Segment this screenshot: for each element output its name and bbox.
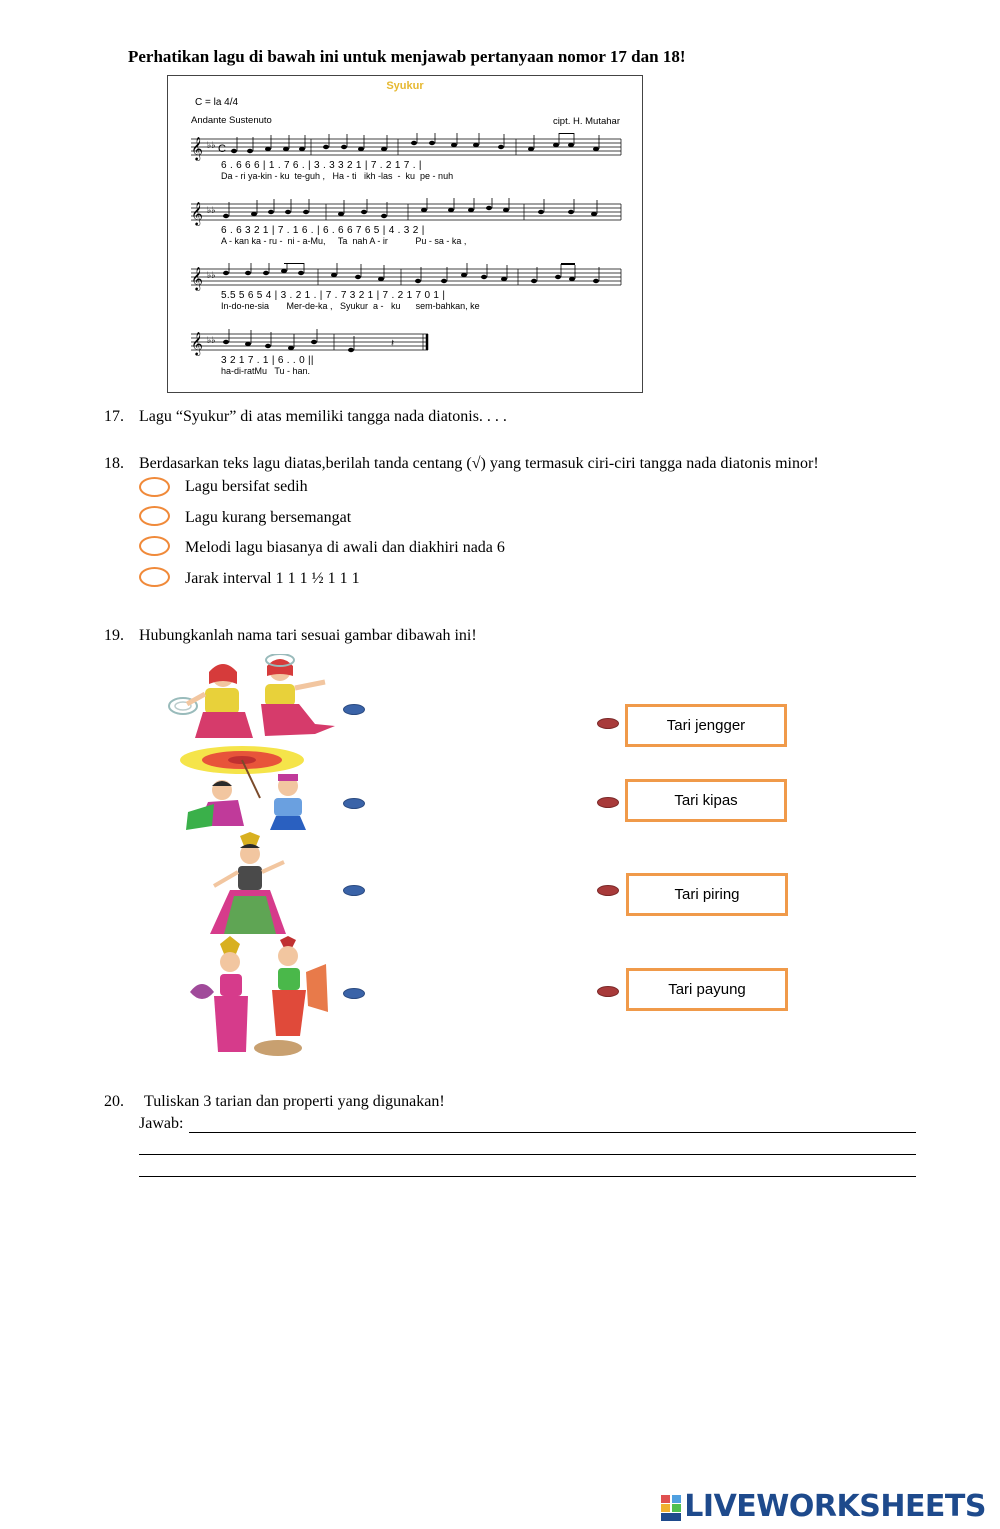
- liveworksheets-icon: [661, 1494, 681, 1520]
- answer-line-1[interactable]: [189, 1132, 916, 1133]
- liveworksheets-logo: [661, 1489, 986, 1524]
- option-text-1: Lagu bersifat sedih: [185, 478, 308, 495]
- song-numbers-2: 6 . 6 3 2 1 | 7 . 1 6 . | 6 . 6 6 7 6 5 | 4 . 3 2 |: [221, 225, 425, 236]
- song-numbers-4: 3 2 1 7 . 1 | 6 . . 0 ||: [221, 355, 314, 366]
- answer-label: Jawab:: [139, 1115, 184, 1132]
- option-circle-1[interactable]: [139, 477, 170, 497]
- song-lyrics-4: ha-di-ratMu Tu - han.: [221, 366, 311, 376]
- dancer-fan-illustration: [200, 832, 295, 938]
- match-dot-right-3[interactable]: [597, 885, 619, 896]
- question-17-number: 17.: [104, 408, 124, 425]
- svg-text:♭♭: ♭♭: [207, 270, 216, 280]
- question-18-text: Berdasarkan teks lagu diatas,berilah tanda centang (√) yang termasuk ciri-ciri tangga nada diatonis minor!: [139, 455, 819, 472]
- match-dot-right-1[interactable]: [597, 718, 619, 729]
- match-dot-right-4[interactable]: [597, 986, 619, 997]
- dancers-umbrella-illustration: [178, 742, 323, 832]
- answer-line-2[interactable]: [139, 1154, 916, 1155]
- question-17: [104, 408, 124, 426]
- dance-box-payung[interactable]: Tari payung: [626, 968, 788, 1011]
- question-18-number: 18.: [104, 455, 124, 472]
- svg-text:𝄞: 𝄞: [191, 266, 203, 290]
- option-circle-3[interactable]: [139, 536, 170, 556]
- option-text-4: Jarak interval 1 1 1 ½ 1 1 1: [185, 570, 360, 587]
- music-staff-1: [186, 133, 626, 161]
- song-tempo: Andante Sustenuto: [191, 115, 272, 126]
- svg-text:𝄞: 𝄞: [191, 136, 203, 160]
- match-dot-right-2[interactable]: [597, 797, 619, 808]
- song-title: Syukur: [386, 80, 424, 92]
- svg-text:♭♭: ♭♭: [207, 205, 216, 215]
- dance-box-jengger[interactable]: Tari jengger: [625, 704, 787, 747]
- brand-text: LIVEWORKSHEETS: [684, 1489, 986, 1524]
- question-20-number: 20.: [104, 1093, 124, 1110]
- match-dot-left-3[interactable]: [343, 885, 365, 896]
- svg-text:♭♭: ♭♭: [207, 335, 216, 345]
- answer-line-3[interactable]: [139, 1176, 916, 1177]
- match-dot-left-2[interactable]: [343, 798, 365, 809]
- song-key: C = la 4/4: [195, 97, 239, 108]
- svg-text:𝄞: 𝄞: [191, 201, 203, 225]
- option-circle-4[interactable]: [139, 567, 170, 587]
- svg-text:𝄞: 𝄞: [191, 331, 203, 355]
- question-19-number: 19.: [104, 627, 124, 644]
- svg-text:C: C: [218, 143, 226, 155]
- music-staff-4: [186, 328, 446, 356]
- dance-box-kipas[interactable]: Tari kipas: [625, 779, 787, 822]
- song-lyrics-3: In-do-ne-sia Mer-de-ka , Syukur a - ku sem-bahkan, ke: [221, 301, 480, 311]
- dance-box-piring[interactable]: Tari piring: [626, 873, 788, 916]
- song-numbers-3: 5.5 5 6 5 4 | 3 . 2 1 . | 7 . 7 3 2 1 | 7 . 2 1 7 0 1 |: [221, 290, 446, 301]
- song-numbers-1: 6 . 6 6 6 | 1 . 7 6 . | 3 . 3 3 2 1 | 7 . 2 1 7 . |: [221, 160, 422, 171]
- music-staff-3: [186, 263, 626, 291]
- svg-text:♭♭: ♭♭: [207, 140, 216, 150]
- option-circle-2[interactable]: [139, 506, 170, 526]
- instruction-text: Perhatikan lagu di bawah ini untuk menjawab pertanyaan nomor 17 dan 18!: [128, 47, 686, 66]
- match-dot-left-1[interactable]: [343, 704, 365, 715]
- song-lyrics-2: A - kan ka - ru - ni - a-Mu, Ta nah A - ir Pu - sa - ka ,: [221, 236, 467, 246]
- dancers-plates-illustration: [165, 654, 340, 740]
- option-text-3: Melodi lagu biasanya di awali dan diakhiri nada 6: [185, 539, 505, 556]
- question-20-text: Tuliskan 3 tarian dan properti yang digunakan!: [144, 1093, 445, 1110]
- dancers-jengger-illustration: [188, 936, 333, 1062]
- question-17-text: Lagu “Syukur” di atas memiliki tangga nada diatonis. . . .: [139, 408, 507, 425]
- song-composer: cipt. H. Mutahar: [552, 116, 620, 127]
- match-dot-left-4[interactable]: [343, 988, 365, 999]
- question-19-text: Hubungkanlah nama tari sesuai gambar dibawah ini!: [139, 627, 477, 644]
- music-staff-2: [186, 198, 626, 226]
- song-lyrics-1: Da - ri ya-kin - ku te-guh , Ha - ti ikh -las - ku pe - nuh: [221, 171, 454, 181]
- option-text-2: Lagu kurang bersemangat: [185, 509, 352, 526]
- svg-text:𝄽: 𝄽: [391, 338, 395, 349]
- song-sheet: [167, 75, 643, 393]
